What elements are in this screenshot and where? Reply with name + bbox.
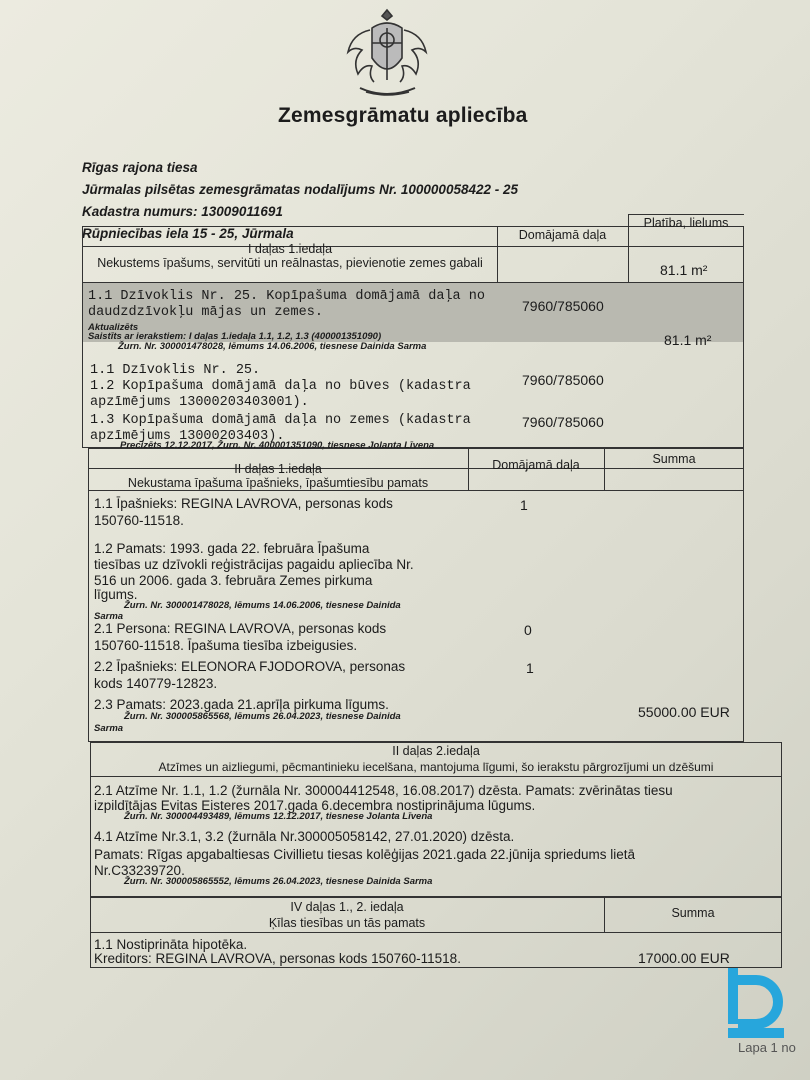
entry-text: Nr.C33239720. — [94, 863, 185, 878]
journal-note: Žurn. Nr. 300005865552, lēmums 26.04.2023, tiesnese Dainida Sarma — [124, 876, 433, 887]
coat-of-arms-emblem — [340, 8, 435, 100]
part3-subheading: Atzīmes un aizliegumi, pēcmantinieku iecelšana, mantojuma līgumi, šo ierakstu pārgrozījumi un dzēšumi — [158, 760, 714, 774]
entry-text: 150760-11518. — [94, 513, 184, 528]
entry-text: apzīmējums 13000203403). — [90, 429, 285, 444]
share-value: 1 — [520, 497, 528, 513]
entry-text: 1.1 Nostiprināta hipotēka. — [94, 937, 248, 952]
share-value: 1 — [526, 660, 534, 676]
journal-note: Sarma — [94, 723, 124, 734]
entry-text: līgums. — [94, 587, 138, 602]
divider — [468, 448, 469, 490]
entry-text: 150760-11518. Īpašuma tiesība izbeigusies. — [94, 638, 358, 653]
divider — [90, 932, 782, 933]
divider — [628, 214, 629, 282]
divider — [82, 282, 744, 283]
entry-text: 1.3 Kopīpašuma domājamā daļa no zemes (kadastra — [90, 413, 471, 428]
creditor-text: Kreditors: REGINA LAVROVA, personas kods 150760-11518. — [94, 951, 461, 966]
journal-note: Sarma — [94, 611, 124, 622]
share-value: 7960/785060 — [522, 372, 604, 388]
col-share-header: Domājamā daļa — [492, 458, 580, 472]
entry-text: 2.1 Persona: REGINA LAVROVA, personas kods — [94, 621, 387, 636]
part1-heading: I daļas 1.iedaļa — [247, 242, 333, 256]
col-sum-header: Summa — [652, 452, 696, 466]
journal-note: Žurn. Nr. 300001478028, lēmums 14.06.2006, tiesnese Dainida — [124, 600, 401, 611]
entry-text: 2.2 Īpašnieks: ELEONORA FJODOROVA, personas — [94, 659, 406, 674]
d-logo-icon — [724, 964, 786, 1042]
document-title: Zemesgrāmatu apliecība — [278, 104, 528, 127]
divider — [604, 896, 605, 932]
sum-value: 17000.00 EUR — [638, 950, 730, 966]
entry-text: kods 140779-12823. — [94, 676, 218, 691]
entry-text: 516 un 2006. gada 3. februāra Zemes pirkuma — [94, 573, 373, 588]
entry-text: izpildītājas Evitas Eisteres 2017.gada 6.decembra nostiprinājuma lūgums. — [94, 798, 536, 813]
entry-text: daudzdzīvokļu mājas un zemes. — [88, 305, 323, 320]
updated-label: Aktualizēts — [88, 322, 139, 333]
page-indicator: Lapa 1 no — [738, 1040, 796, 1055]
entry-text: 2.3 Pamats: 2023.gada 21.aprīļa pirkuma līgums. — [94, 697, 389, 712]
area-value: 81.1 m² — [660, 262, 708, 278]
land-register-division: Jūrmalas pilsētas zemesgrāmatas nodalījums Nr. 100000058422 - 25 — [82, 182, 519, 197]
area-value: 81.1 m² — [664, 332, 712, 348]
divider — [497, 226, 498, 282]
entry-text: 1.2 Pamats: 1993. gada 22. februāra Īpašuma — [94, 541, 370, 556]
court-name: Rīgas rajona tiesa — [82, 160, 198, 175]
divider — [628, 214, 744, 215]
entry-text: Pamats: Rīgas apgabaltiesas Civillietu tiesas kolēģijas 2021.gada 22.jūnija spriedums lietā — [94, 847, 636, 862]
share-value: 0 — [524, 622, 532, 638]
entry-text: 1.1 Īpašnieks: REGINA LAVROVA, personas kods — [94, 496, 393, 511]
col-area-header: Platība, lielums — [643, 216, 729, 230]
col-share-header: Domājamā daļa — [518, 228, 607, 242]
divider — [90, 776, 782, 777]
cadastre-number: Kadastra numurs: 13009011691 — [82, 204, 283, 219]
journal-note: Žurn. Nr. 300004493489, lēmums 12.12.2017, tiesnese Jolanta Līvena — [124, 811, 433, 822]
part1-subheading: Nekustems īpašums, servitūti un reālnastas, pievienotie zemes gabali — [97, 256, 483, 270]
part3-heading: II daļas 2.iedaļa — [392, 744, 480, 758]
entry-text: 1.1 Dzīvoklis Nr. 25. — [90, 363, 261, 378]
part4-heading: IV daļas 1., 2. iedaļa — [290, 900, 404, 914]
journal-note: Žurn. Nr. 300005865568, lēmums 26.04.2023, tiesnese Dainida — [124, 711, 401, 722]
entry-text: apzīmējums 13000203403001). — [90, 395, 309, 410]
entry-text: tiesības uz dzīvokli reģistrācijas pagaidu apliecība Nr. — [94, 557, 414, 572]
entry-text: 1.1 Dzīvoklis Nr. 25. Kopīpašuma domājamā daļa no — [88, 289, 485, 304]
entry-text: 1.2 Kopīpašuma domājamā daļa no būves (kadastra — [90, 379, 471, 394]
entry-text: 2.1 Atzīme Nr. 1.1, 1.2 (žurnāla Nr. 300004412548, 16.08.2017) dzēsta. Pamats: zvērinātas tiesu — [94, 783, 673, 798]
share-value: 7960/785060 — [522, 298, 604, 314]
col-sum-header: Summa — [671, 906, 715, 920]
share-value: 7960/785060 — [522, 414, 604, 430]
linked-entries: Saistīts ar ierakstiem: I daļas 1.iedaļa 1.1, 1.2, 1.3 (400001351090) — [88, 331, 382, 342]
divider — [604, 448, 605, 490]
divider — [88, 490, 744, 491]
part4-subheading: Ķīlas tiesības un tās pamats — [268, 916, 426, 930]
property-address: Rūpniecības iela 15 - 25, Jūrmala — [82, 226, 294, 241]
part2-heading: II daļas 1.iedaļa — [234, 462, 322, 476]
part2-subheading: Nekustama īpašuma īpašnieks, īpašumtiesību pamats — [127, 476, 429, 490]
entry-text: 4.1 Atzīme Nr.3.1, 3.2 (žurnāla Nr.300005058142, 27.01.2020) dzēsta. — [94, 829, 515, 844]
sum-value: 55000.00 EUR — [638, 704, 730, 720]
journal-note: Žurn. Nr. 300001478028, lēmums 14.06.2006, tiesnese Dainida Sarma — [118, 341, 427, 352]
corrected-note: Precizēts 12.12.2017, Žurn. Nr. 400001351090, tiesnese Jolanta Līvena — [120, 440, 435, 451]
